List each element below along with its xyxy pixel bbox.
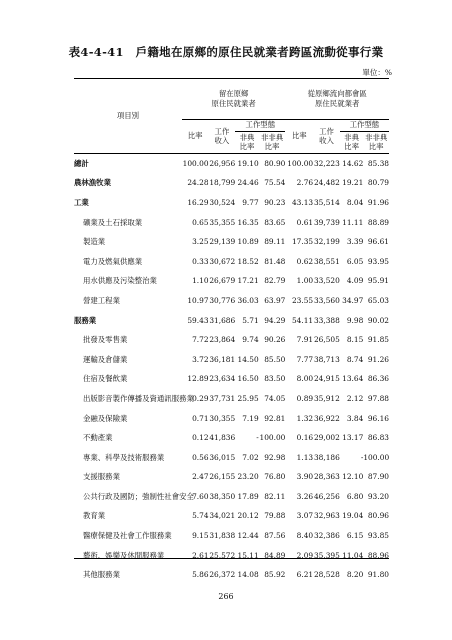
table-cell: 91.96: [367, 197, 389, 207]
table-cell: -: [256, 433, 259, 443]
table-row: [74, 153, 389, 173]
row-label: 總計: [74, 158, 89, 168]
table-cell: 31,686: [209, 315, 236, 325]
row-label: 教育業: [83, 511, 106, 521]
typical-2-line1: 非典: [344, 132, 359, 142]
table-cell: 11.11: [342, 217, 364, 227]
table-title: 表4-4-41 戶籍地在原鄉的原住民就業者跨區流動從事行業: [68, 45, 384, 59]
table-row: [74, 173, 389, 193]
table-row: [74, 369, 389, 389]
table-cell: 1.13: [296, 452, 314, 462]
table-cell: 8.20: [346, 570, 364, 580]
table-cell: 30,776: [209, 295, 236, 305]
row-label: 支援服務業: [83, 472, 120, 482]
atypical-header-1: [259, 131, 286, 153]
table-cell: 12.89: [187, 374, 209, 384]
table-cell: 6.15: [346, 531, 364, 541]
row-label: 藝術、娛樂及休閒服務業: [83, 550, 165, 560]
table-cell: 92.81: [264, 413, 286, 423]
table-cell: 38,551: [313, 256, 340, 266]
table-cell: 93.95: [367, 256, 389, 266]
table-cell: 74.05: [264, 393, 286, 403]
row-label: 批發及零售業: [83, 335, 128, 345]
table-bottom-rule: [74, 558, 389, 559]
table-cell: 19.21: [342, 178, 364, 188]
table-cell: 6.05: [346, 256, 364, 266]
table-cell: 94.29: [264, 315, 286, 325]
table-cell: 29,139: [209, 237, 236, 247]
table-cell: 17.21: [237, 276, 259, 286]
table-cell: 4.09: [346, 276, 364, 286]
table-cell: 28,528: [313, 570, 340, 580]
table-cell: 96.61: [367, 237, 389, 247]
table-row: [74, 447, 389, 467]
table-cell: 7.19: [242, 413, 259, 423]
table-cell: 23.55: [291, 295, 314, 305]
table-cell: 26,372: [209, 570, 236, 580]
table-cell: 9.74: [242, 335, 259, 345]
table-cell: 82.11: [264, 491, 286, 501]
table-cell: 7.02: [242, 452, 259, 462]
table-cell: 36,922: [313, 413, 340, 423]
table-cell: 91.85: [367, 335, 389, 345]
typical-1-line2: 比率: [239, 142, 255, 151]
table-cell: 82.79: [264, 276, 286, 286]
typical-2-line2: 比率: [344, 142, 359, 151]
table-cell: 81.48: [264, 256, 286, 266]
table-cell: 36,181: [209, 354, 236, 364]
page-number: 266: [218, 592, 234, 601]
table-cell: 41,836: [209, 433, 236, 443]
table-cell: 84.89: [264, 550, 286, 560]
table-cell: -: [360, 452, 364, 462]
table-cell: 8.40: [296, 531, 314, 541]
table-row: [74, 565, 389, 585]
income-2-line1: 工作: [319, 126, 334, 136]
table-cell: 24,482: [313, 178, 340, 188]
group2-line1: 從原鄉流向都會區: [307, 89, 367, 99]
table-cell: 100.00: [287, 158, 314, 168]
table-cell: 12.10: [342, 472, 364, 482]
row-label: 服務業: [74, 315, 97, 325]
table-cell: 86.36: [367, 374, 389, 384]
table-cell: 54.11: [291, 315, 314, 325]
table-cell: 7.60: [192, 491, 209, 501]
table-cell: 39,739: [313, 217, 340, 227]
table-cell: 89.11: [264, 237, 286, 247]
work-type-header-2: 工作型態: [340, 119, 389, 131]
table-cell: 3.39: [346, 237, 364, 247]
table-cell: 23,634: [209, 374, 236, 384]
table-cell: 100.00: [363, 452, 390, 462]
row-label: 電力及燃氣供應業: [83, 256, 143, 266]
row-label: 營建工程業: [83, 295, 120, 305]
table-cell: 33,520: [313, 276, 340, 286]
table-cell: 87.90: [367, 472, 389, 482]
table-cell: 2.09: [296, 550, 314, 560]
table-cell: 59.43: [187, 315, 209, 325]
table-cell: 5.86: [192, 570, 209, 580]
table-cell: 10.97: [187, 295, 209, 305]
table-cell: 16.35: [237, 217, 259, 227]
row-label: 醫療保健及社會工作服務業: [83, 531, 172, 541]
table-cell: 9.77: [242, 197, 259, 207]
table-cell: 83.50: [264, 374, 286, 384]
table-cell: 100.00: [182, 158, 209, 168]
table-cell: 26,956: [209, 158, 236, 168]
table-cell: 32,963: [313, 511, 340, 521]
table-cell: 23.20: [237, 472, 259, 482]
table-cell: 91.80: [367, 570, 389, 580]
table-cell: 30,355: [209, 413, 236, 423]
table-cell: 0.65: [192, 217, 209, 227]
table-cell: 90.23: [264, 197, 286, 207]
table-cell: 96.16: [367, 413, 389, 423]
table-cell: 17.89: [237, 491, 259, 501]
table-cell: 95.91: [367, 276, 389, 286]
income-header-1: [209, 119, 236, 153]
atypical-header-2: [363, 131, 389, 153]
table-cell: 24,915: [313, 374, 340, 384]
row-label: 金融及保險業: [83, 413, 128, 423]
income-2-line2: 收入: [319, 136, 334, 145]
table-cell: 90.26: [264, 335, 286, 345]
table-row: [74, 232, 389, 252]
table-cell: 38,350: [209, 491, 236, 501]
table-cell: 32,199: [313, 237, 340, 247]
table-cell: 19.10: [237, 158, 259, 168]
table-cell: 75.54: [264, 178, 286, 188]
group2-line2: 原住民就業者: [315, 98, 360, 108]
table-cell: 5.74: [192, 511, 209, 521]
table-cell: 14.62: [342, 158, 364, 168]
table-cell: 14.08: [237, 570, 259, 580]
unit-label: 單位：%: [362, 68, 392, 77]
table-cell: 38,186: [313, 452, 340, 462]
row-label: 專業、科學及技術服務業: [83, 452, 165, 462]
table-cell: 0.16: [296, 433, 314, 443]
row-label: 不動產業: [83, 433, 113, 443]
table-cell: 63.97: [264, 295, 286, 305]
table-cell: 0.56: [192, 452, 209, 462]
table-cell: 9.98: [346, 315, 364, 325]
table-cell: 7.72: [192, 335, 209, 345]
table-cell: 88.89: [367, 217, 389, 227]
table-row: [74, 545, 389, 565]
table-row: [74, 193, 389, 213]
table-cell: 34.97: [342, 295, 364, 305]
table-cell: 97.88: [367, 393, 389, 403]
table-cell: 8.15: [346, 335, 364, 345]
row-label: 住宿及餐飲業: [83, 374, 128, 384]
table-cell: 12.44: [237, 531, 259, 541]
group1-line2: 原住民就業者: [211, 98, 256, 108]
table-body: [74, 153, 389, 585]
table-cell: 18,799: [209, 178, 236, 188]
table-cell: 0.12: [192, 433, 209, 443]
table-cell: 3.84: [346, 413, 364, 423]
table-cell: 29,002: [313, 433, 340, 443]
table-cell: 76.80: [264, 472, 286, 482]
row-label: 出版影音製作傳播及資通訊服務業: [83, 393, 194, 403]
table-cell: 0.29: [192, 393, 209, 403]
row-label: 運輸及倉儲業: [83, 354, 128, 364]
table-cell: 87.56: [264, 531, 286, 541]
table-cell: 37,731: [209, 393, 236, 403]
table-cell: 35,355: [209, 217, 236, 227]
table-cell: 1.10: [192, 276, 209, 286]
table-cell: 19.04: [342, 511, 364, 521]
typical-header-1: [235, 131, 258, 153]
table-cell: 80.79: [367, 178, 389, 188]
table-row: [74, 251, 389, 271]
row-label: 工業: [74, 197, 89, 207]
table-cell: 31,838: [209, 531, 236, 541]
table-cell: 0.62: [296, 256, 314, 266]
atypical-1-line1: 非非典: [260, 132, 284, 142]
row-label: 其他服務業: [83, 570, 120, 580]
table-cell: 3.07: [296, 511, 314, 521]
table-cell: 13.17: [342, 433, 364, 443]
table-cell: 100.00: [259, 433, 286, 443]
table-cell: 34,021: [209, 511, 236, 521]
atypical-2-line2: 比率: [368, 142, 384, 151]
table-cell: 5.71: [242, 315, 259, 325]
group1-line1: 留在原鄉: [218, 89, 249, 99]
table-cell: 3.90: [296, 472, 314, 482]
table-cell: 30,524: [209, 197, 236, 207]
table-row: [74, 389, 389, 409]
group-header-stay: [182, 79, 286, 119]
table-cell: 2.76: [296, 178, 314, 188]
table-cell: 10.89: [237, 237, 259, 247]
table-cell: 20.12: [237, 511, 259, 521]
table-cell: 3.26: [296, 491, 314, 501]
table-row: [74, 506, 389, 526]
table-cell: 3.25: [192, 237, 209, 247]
table-cell: 13.64: [342, 374, 364, 384]
table-cell: 35,395: [313, 550, 340, 560]
table-cell: 16.50: [237, 374, 259, 384]
table-cell: 43.13: [291, 197, 314, 207]
table-row: [74, 467, 389, 487]
table-cell: 2.47: [192, 472, 209, 482]
table-cell: 7.91: [296, 335, 314, 345]
table-cell: 26,505: [313, 335, 340, 345]
table-cell: 65.03: [367, 295, 389, 305]
row-label: 製造業: [83, 237, 106, 247]
table-cell: 0.33: [192, 256, 209, 266]
table-cell: 8.74: [346, 354, 364, 364]
table-cell: 6.80: [346, 491, 364, 501]
table-cell: 85.50: [264, 354, 286, 364]
table-cell: 83.65: [264, 217, 286, 227]
table-cell: 33,560: [313, 295, 340, 305]
table-row: [74, 487, 389, 507]
table-cell: 14.50: [237, 354, 259, 364]
table-row: [74, 291, 389, 311]
table-cell: 85.38: [367, 158, 389, 168]
income-header-2: [313, 119, 340, 153]
table-row: [74, 428, 389, 448]
table-cell: 90.02: [367, 315, 389, 325]
table-cell: 11.04: [342, 550, 364, 560]
ratio-header-2: 比率: [285, 119, 313, 153]
table-cell: 0.61: [296, 217, 314, 227]
table-cell: 38,713: [313, 354, 340, 364]
table-row: [74, 526, 389, 546]
table-cell: 26,679: [209, 276, 236, 286]
table-cell: 6.21: [296, 570, 314, 580]
data-table: [74, 78, 389, 585]
table-cell: 2.61: [192, 550, 209, 560]
table-row: [74, 330, 389, 350]
table-cell: 33,388: [313, 315, 340, 325]
table-row: [74, 349, 389, 369]
table-cell: 9.15: [192, 531, 209, 541]
table-cell: 25.95: [237, 393, 259, 403]
typical-header-2: [340, 131, 363, 153]
table-cell: 8.04: [346, 197, 364, 207]
table-cell: 2.12: [346, 393, 364, 403]
table-cell: 8.00: [296, 374, 314, 384]
table-cell: 15.11: [237, 550, 259, 560]
table-cell: 46,256: [313, 491, 340, 501]
table-cell: 85.92: [264, 570, 286, 580]
row-label: 公共行政及國防；強制性社會安全: [83, 491, 194, 501]
typical-1-line1: 非典: [239, 132, 255, 142]
table-cell: 88.96: [367, 550, 389, 560]
atypical-2-line1: 非非典: [365, 132, 388, 142]
table-cell: 91.26: [367, 354, 389, 364]
table-row: [74, 310, 389, 330]
table-cell: 35,514: [313, 197, 340, 207]
table-cell: 35,912: [313, 393, 340, 403]
table-cell: 26,155: [209, 472, 236, 482]
table-cell: 0.71: [192, 413, 209, 423]
table-cell: 79.88: [264, 511, 286, 521]
row-label-header: 項目別: [74, 79, 182, 153]
table-row: [74, 408, 389, 428]
table-cell: 25,572: [209, 550, 236, 560]
table-row: [74, 271, 389, 291]
table-cell: 36.03: [237, 295, 259, 305]
table-cell: 18.52: [237, 256, 259, 266]
table-cell: 1.32: [296, 413, 314, 423]
table-cell: 1.00: [296, 276, 314, 286]
income-1-line1: 工作: [214, 126, 230, 136]
table-cell: 30,672: [209, 256, 236, 266]
table-cell: 80.90: [264, 158, 286, 168]
table-cell: 32,386: [313, 531, 340, 541]
row-label: 礦業及土石採取業: [83, 217, 143, 227]
table-cell: 80.96: [367, 511, 389, 521]
table-cell: 24.28: [187, 178, 209, 188]
table-row: [74, 212, 389, 232]
table-cell: 93.85: [367, 531, 389, 541]
table-cell: 23,864: [209, 335, 236, 345]
table-cell: 36,015: [209, 452, 236, 462]
table-cell: 28,363: [313, 472, 340, 482]
table-cell: 86.83: [367, 433, 389, 443]
income-1-line2: 收入: [214, 136, 230, 145]
table-cell: 0.89: [296, 393, 314, 403]
table-cell: 3.72: [192, 354, 209, 364]
table-cell: 17.35: [291, 237, 314, 247]
table-cell: 7.77: [296, 354, 314, 364]
group-header-migrate: [285, 79, 389, 119]
row-label: 用水供應及污染整治業: [83, 276, 157, 286]
table-cell: 93.20: [367, 491, 389, 501]
ratio-header-1: 比率: [182, 119, 209, 153]
table-cell: 92.98: [264, 452, 286, 462]
table-cell: 24.46: [237, 178, 259, 188]
atypical-1-line2: 比率: [264, 142, 280, 151]
table-cell: 32,223: [313, 158, 340, 168]
row-label: 農林漁牧業: [74, 178, 111, 188]
table-cell: 16.29: [187, 197, 209, 207]
work-type-header-1: 工作型態: [235, 119, 285, 131]
